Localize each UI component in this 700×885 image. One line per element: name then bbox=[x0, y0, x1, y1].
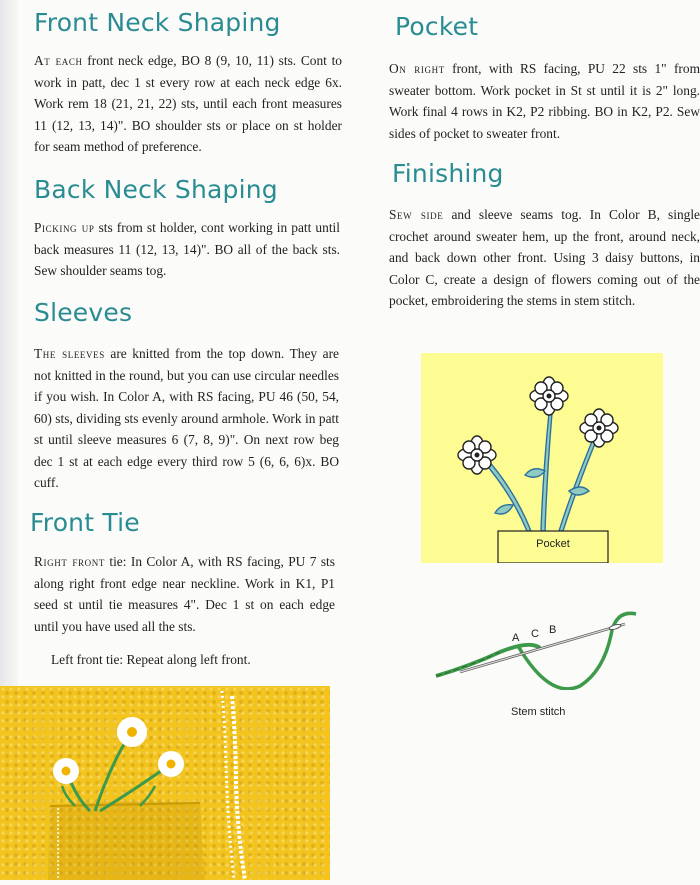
crochet-trim bbox=[232, 696, 245, 880]
heading-front-neck-shaping: Front Neck Shaping bbox=[34, 8, 281, 37]
daisy-icon bbox=[530, 377, 568, 415]
stem bbox=[483, 458, 531, 531]
sweater-photo-drawing bbox=[0, 686, 330, 880]
stitch-point-a: A bbox=[512, 632, 520, 644]
heading-front-tie: Front Tie bbox=[30, 508, 140, 537]
paragraph-text: front neck edge, BO 8 (9, 10, 11) sts. Cont to work in patt, dec 1 st every row at each neck edge 6x. Work rem 18 (21, 21, 22) sts, until each front measures 11 (12, 13, 14)". BO shoulder sts or place on st holder for seam method of preference. bbox=[34, 53, 342, 154]
lead-in: At each bbox=[34, 53, 83, 68]
stitched-stem bbox=[436, 645, 540, 676]
needle-eye bbox=[609, 623, 622, 630]
heading-back-neck-shaping: Back Neck Shaping bbox=[34, 175, 278, 204]
sweater-photo bbox=[0, 686, 330, 880]
lead-in: On right bbox=[389, 61, 445, 76]
lead-in: Right front bbox=[34, 554, 105, 569]
paragraph-text: sts from st holder, cont working in patt until back measures 11 (12, 13, 14)". BO all of the back sts. Sew shoulder seams tog. bbox=[34, 220, 340, 278]
daisy-icon bbox=[580, 409, 618, 447]
lead-in: The sleeves bbox=[34, 346, 105, 361]
leaf bbox=[525, 469, 545, 478]
leaf bbox=[569, 487, 589, 495]
heading-finishing: Finishing bbox=[392, 159, 504, 188]
paragraph-text: are knitted from the top down. They are not knitted in the round, but you can use circular needles if you wish. In Color A, with RS facing, PU 46 (50, 54, 60) sts, dividing sts evenly around armhole. Work in patt st until sleeve measures 6 (7, 8, 9)". On next row beg dec 1 st at each edge every third row 5 (6, 6, 6)x. BO cuff. bbox=[34, 346, 339, 490]
paragraph-front-tie bbox=[34, 551, 335, 637]
stitch-point-b: B bbox=[549, 624, 557, 636]
paragraph-pocket bbox=[389, 58, 700, 144]
paragraph-back-neck-shaping bbox=[34, 217, 340, 282]
stem bbox=[95, 734, 130, 811]
heading-pocket: Pocket bbox=[395, 12, 479, 41]
pocket-shadow bbox=[48, 802, 205, 880]
daisy-button-icon bbox=[117, 717, 147, 747]
daisy-button-icon bbox=[158, 751, 184, 777]
crochet-trim-inner bbox=[222, 691, 234, 880]
paragraph-text: tie: In Color A, with RS facing, PU 7 sts along right front edge near neckline. Work in K1, P1 seed st until tie measures 4". Dec 1 st on each edge until you have used all the sts. bbox=[34, 554, 335, 634]
paragraph-finishing bbox=[389, 204, 700, 312]
stem bbox=[559, 439, 596, 531]
pocket-illustration bbox=[421, 353, 663, 563]
lead-in: Picking up bbox=[34, 220, 95, 235]
daisy-button-icon bbox=[53, 758, 79, 784]
paragraph-front-neck-shaping bbox=[34, 50, 342, 158]
pocket-label: Pocket bbox=[536, 538, 570, 550]
leaf bbox=[495, 505, 513, 514]
paragraph-sleeves bbox=[34, 343, 339, 494]
pocket-illustration-drawing bbox=[421, 353, 663, 563]
stem-stitch-caption: Stem stitch bbox=[511, 706, 566, 718]
stitch-point-c: C bbox=[531, 628, 539, 640]
paragraph-text: and sleeve seams tog. In Color B, single crochet around sweater hem, up the front, around neck, and back down other front. Using 3 daisy buttons, in Color C, create a design of flowers coming out of the pocket, embroidering the stems in stem stitch. bbox=[389, 207, 700, 308]
lead-in: Sew side bbox=[389, 207, 444, 222]
paragraph-left-front-tie: Left front tie: Repeat along left front. bbox=[51, 652, 251, 667]
stem-stitch-drawing bbox=[430, 600, 650, 690]
paragraph-text: front, with RS facing, PU 22 sts 1" from sweater bottom. Work pocket in St st until it is 2" long. Work final 4 rows in K2, P2 ribbing. BO in K2, P2. Sew sides of pocket to sweater front. bbox=[389, 61, 700, 141]
stem-stitch-diagram bbox=[430, 600, 650, 718]
heading-sleeves: Sleeves bbox=[34, 298, 133, 327]
